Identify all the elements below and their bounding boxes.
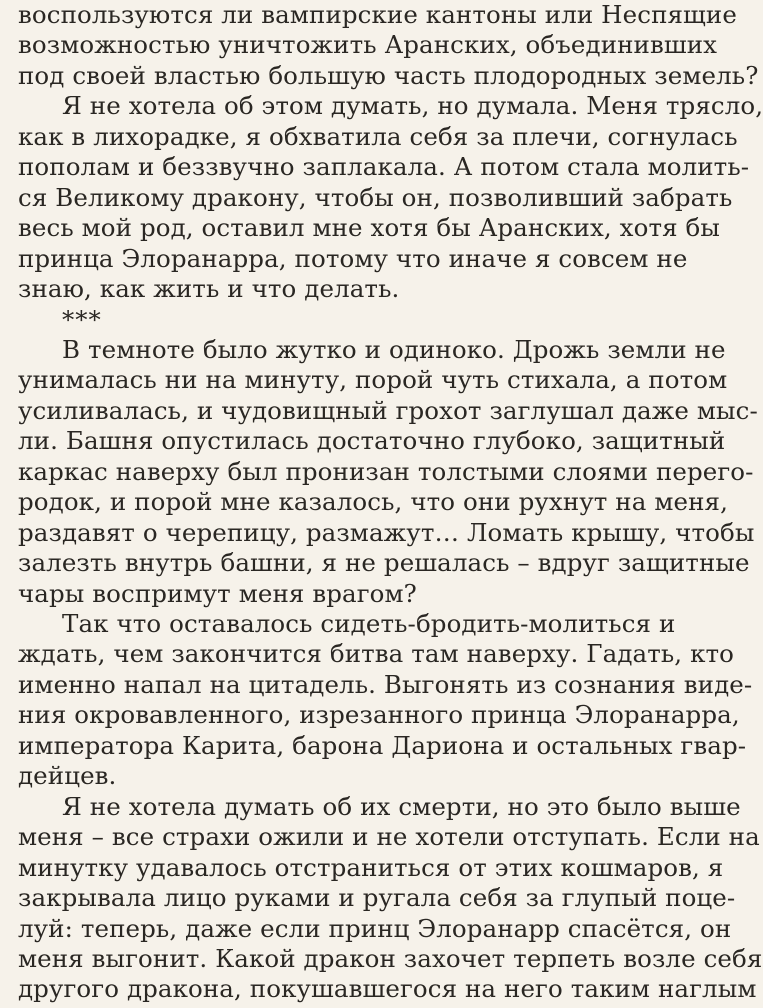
text-line: Так что оставалось сидеть-бродить-молиться и: [62, 609, 676, 638]
text-line: чары воспримут меня врагом?: [18, 578, 417, 608]
text-line: пополам и беззвучно заплакала. А потом стала молить-: [18, 152, 750, 182]
text-line: залезть внутрь башни, я не решалась – вдруг защитные: [18, 548, 750, 578]
text-line: Я не хотела об этом думать, но думала. Меня трясло,: [62, 91, 763, 121]
text-line: усиливалась, и чудовищный грохот заглушал даже мыс-: [18, 395, 758, 425]
text-line: знаю, как жить и что делать.: [18, 274, 400, 304]
text-line: возможностью уничтожить Аранских, объединивших: [18, 30, 718, 60]
text-line: ждать, чем закончится битва там наверху. Гадать, кто: [18, 639, 734, 669]
text-line: ли. Башня опустилась достаточно глубоко, защитный: [18, 426, 726, 456]
text-line: принца Элоранарра, потому что иначе я совсем не: [18, 243, 688, 273]
text-line: как в лихорадке, я обхватила себя за плечи, согнулась: [18, 121, 738, 151]
text-line: именно напал на цитадель. Выгонять из сознания виде-: [18, 669, 753, 699]
section-separator: ***: [62, 304, 102, 334]
text-line: ся Великому дракону, чтобы он, позволивший забрать: [18, 182, 733, 212]
text-line: дейцев.: [18, 761, 117, 791]
text-line: под своей властью большую часть плодородных земель?: [18, 60, 759, 90]
text-line: императора Карита, барона Дариона и остальных гвар-: [18, 730, 747, 760]
text-line: унималась ни на минуту, порой чуть стихала, а потом: [18, 365, 728, 395]
text-line: ния окровавленного, изрезанного принца Элоранарра,: [18, 700, 740, 730]
text-line: другого дракона, покушавшегося на него таким наглым: [18, 974, 757, 1004]
text-line: меня – все страхи ожили и не хотели отступать. Если на: [18, 822, 760, 852]
text-line: весь мой род, оставил мне хотя бы Аранских, хотя бы: [18, 213, 720, 243]
text-line: раздавят о черепицу, размажут… Ломать крышу, чтобы: [18, 517, 755, 547]
text-line: каркас наверху был пронизан толстыми слоями перего-: [18, 456, 754, 486]
text-line: минутку удавалось отстраниться от этих кошмаров, я: [18, 852, 724, 882]
text-line: луй: теперь, даже если принц Элоранарр спасётся, он: [18, 913, 732, 943]
text-line: меня выгонит. Какой дракон захочет терпеть возле себя: [18, 943, 763, 973]
text-line: воспользуются ли вампирские кантоны или Неспящие: [18, 0, 737, 29]
text-line: В темноте было жутко и одиноко. Дрожь земли не: [62, 334, 726, 364]
text-line: родок, и порой мне казалось, что они рухнут на меня,: [18, 487, 728, 517]
text-line: Я не хотела думать об их смерти, но это было выше: [62, 791, 741, 821]
text-line: закрывала лицо руками и ругала себя за глупый поце-: [18, 883, 736, 913]
